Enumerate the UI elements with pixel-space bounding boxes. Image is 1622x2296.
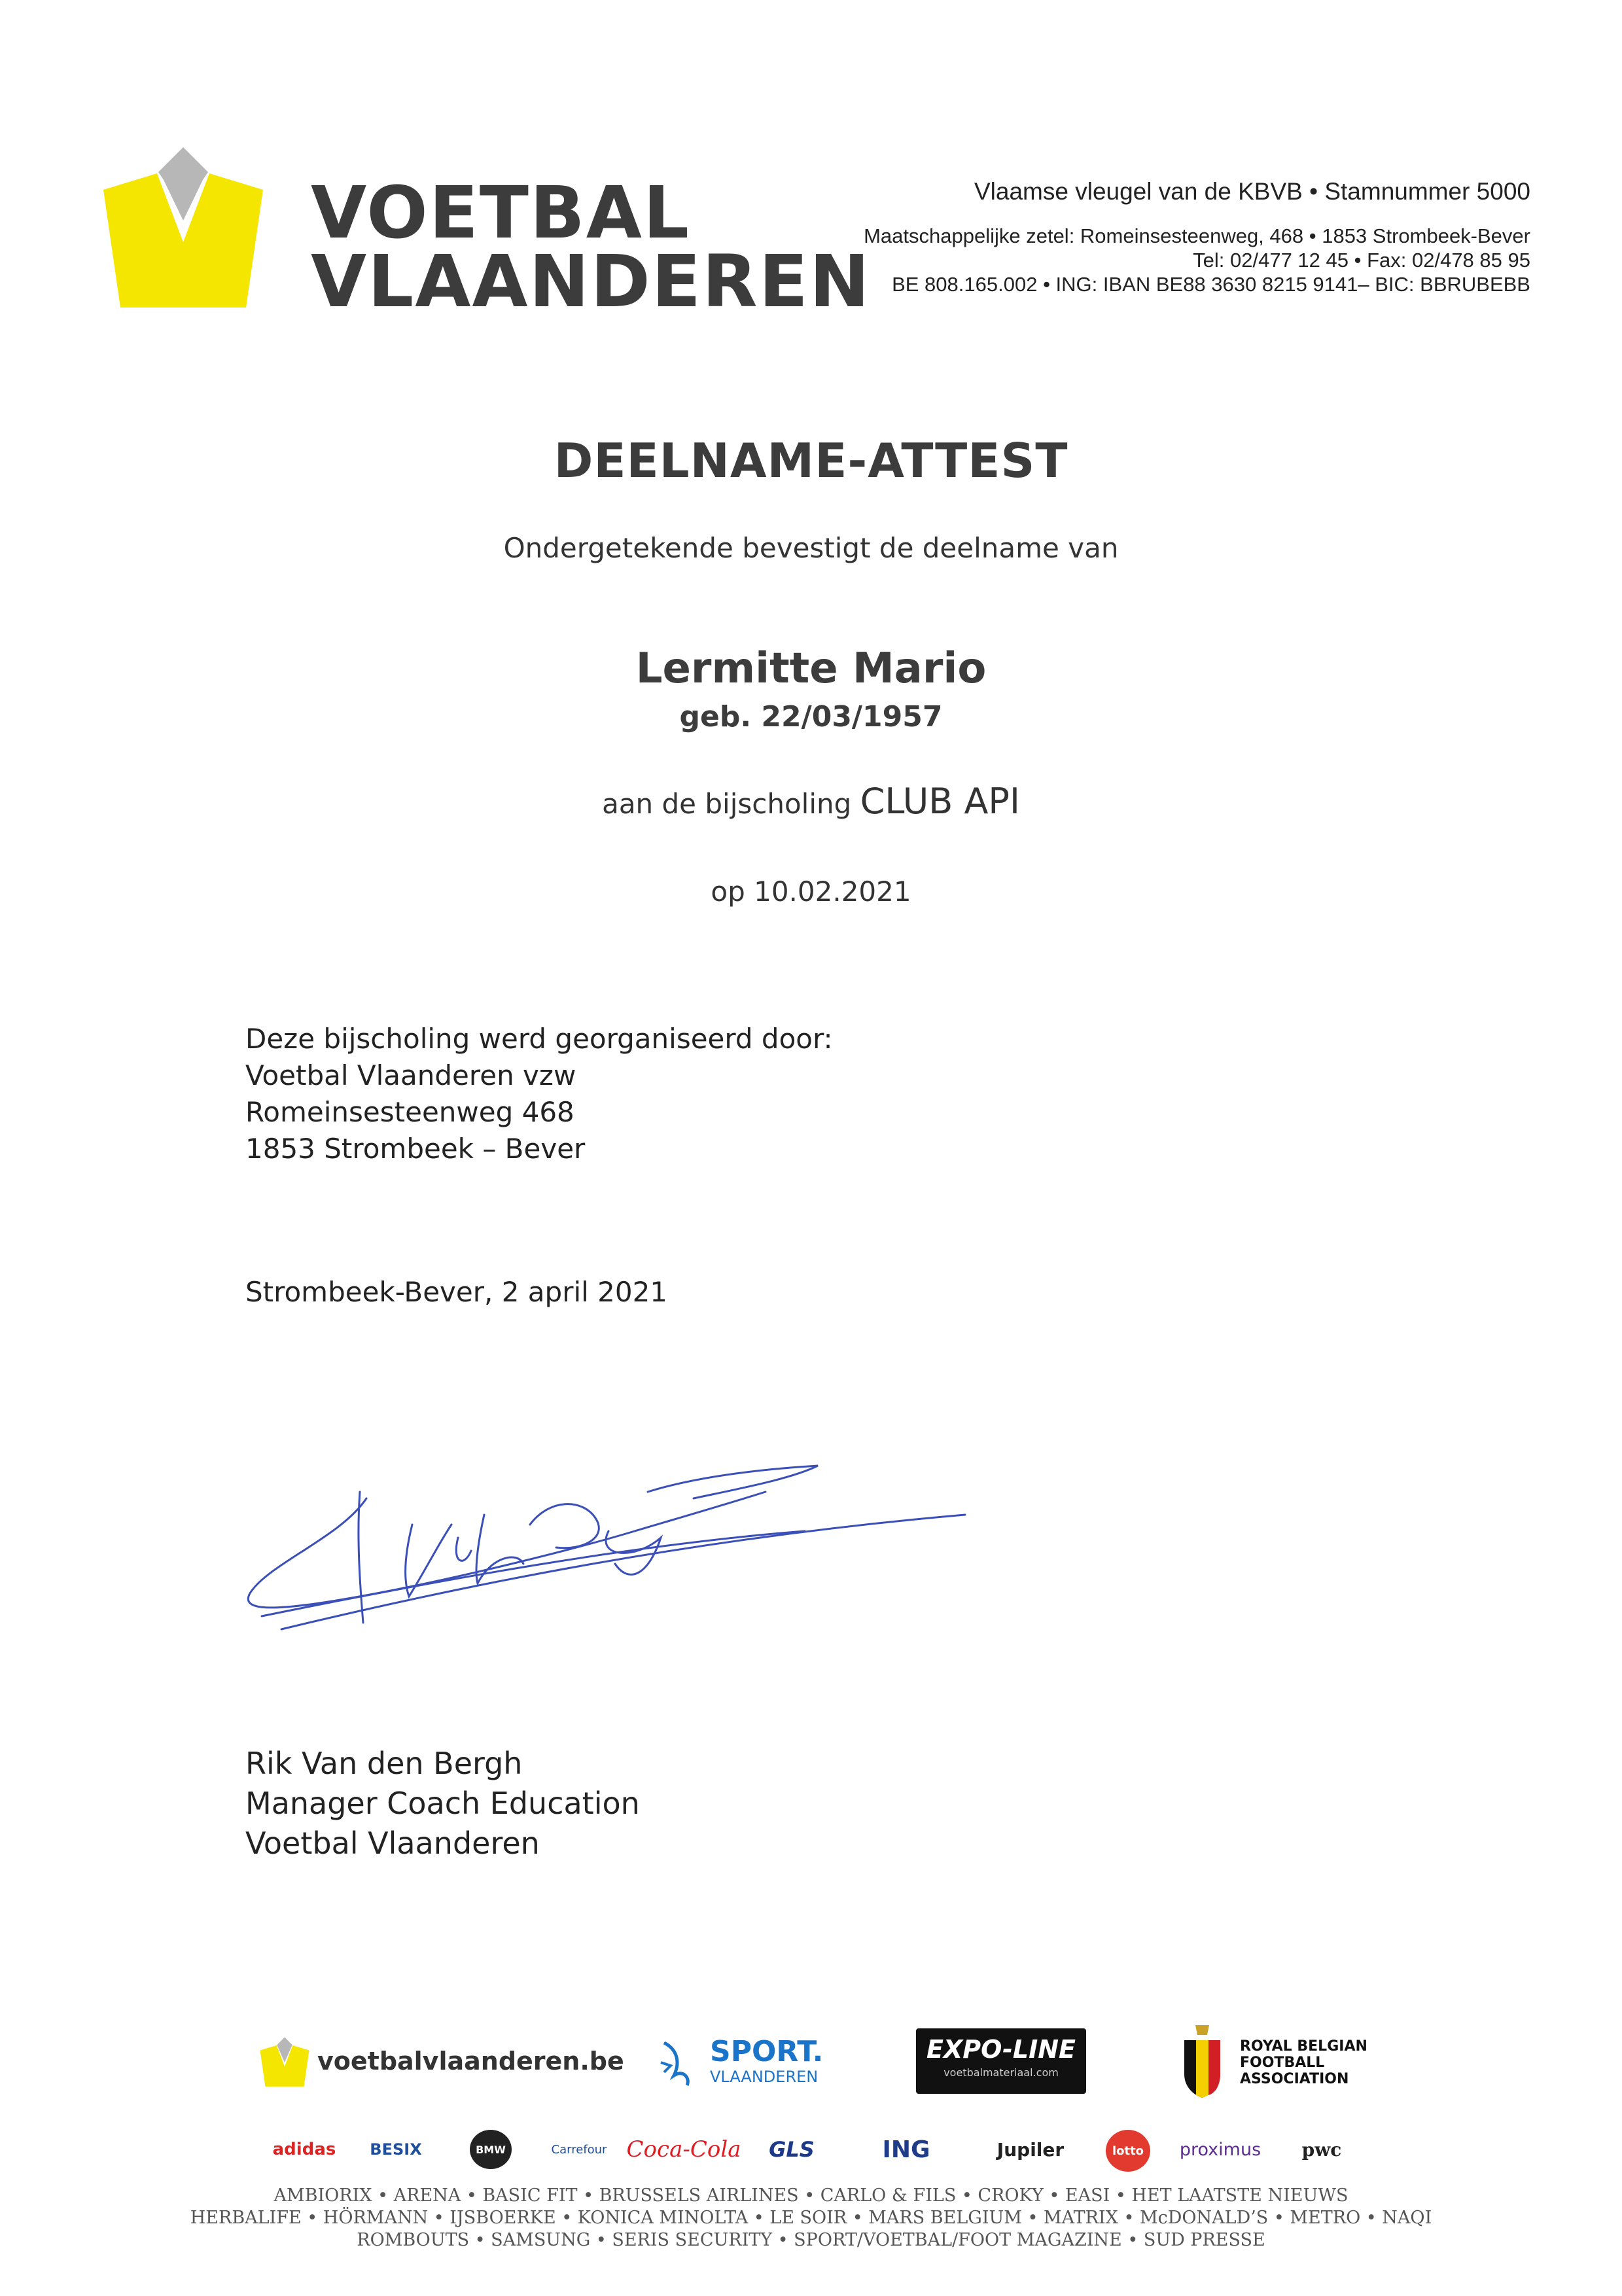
course-line <box>0 781 1622 822</box>
rbfa-crest-icon <box>1181 2022 1224 2100</box>
header-address: Maatschappelijke zetel: Romeinsesteenweg, 468 • 1853 Strombeek-Bever <box>864 224 1530 247</box>
organizer-city: 1853 Strombeek – Bever <box>245 1133 586 1165</box>
signer-block <box>245 1744 640 1863</box>
logo-wordmark-line2: VLAANDEREN <box>311 239 871 323</box>
expo-line-subtitle: voetbalmateriaal.com <box>943 2066 1059 2079</box>
rbfa-line3: ASSOCIATION <box>1240 2071 1349 2087</box>
header-tagline: Vlaamse vleugel van de KBVB • Stamnummer 5000 <box>974 178 1530 205</box>
voetbal-vlaanderen-logo-icon <box>98 147 268 311</box>
certificate-intro: Ondergetekende bevestigt de deelname van <box>503 532 1119 564</box>
sponsor-pwc: pwc <box>1301 2138 1342 2161</box>
header-contact: Tel: 02/477 12 45 • Fax: 02/478 85 95 <box>1193 249 1530 272</box>
organizer-street: Romeinsesteenweg 468 <box>245 1096 574 1128</box>
course-prefix: aan de bijscholing <box>602 788 852 820</box>
sponsor-lotto: lotto <box>1106 2130 1150 2172</box>
expo-line-logo <box>916 2028 1086 2094</box>
participant-birth-date: geb. 22/03/1957 <box>679 700 943 733</box>
sponsor-names-line3: ROMBOUTS • SAMSUNG • SERIS SECURITY • SPORT/VOETBAL/FOOT MAGAZINE • SUD PRESSE <box>357 2230 1265 2250</box>
sponsor-names-line1: AMBIORIX • ARENA • BASIC FIT • BRUSSELS AIRLINES • CARLO & FILS • CROKY • EASI • HET LAATSTE NIEUWS <box>273 2185 1349 2206</box>
sponsor-bmw: BMW <box>470 2130 512 2169</box>
header-bank-details: BE 808.165.002 • ING: IBAN BE88 3630 8215 9141– BIC: BBRUBEBB <box>892 273 1530 296</box>
sport-vlaanderen-lion-icon <box>654 2036 700 2089</box>
sport-vlaanderen-subtitle: VLAANDEREN <box>710 2068 819 2086</box>
sponsor-gls: GLS <box>769 2137 815 2162</box>
voetbal-vlaanderen-small-logo-icon <box>258 2036 311 2089</box>
course-date: op 10.02.2021 <box>711 875 911 908</box>
logo-wordmark-line1: VOETBAL <box>311 171 690 255</box>
organizer-name: Voetbal Vlaanderen vzw <box>245 1059 576 1091</box>
place-and-date: Strombeek-Bever, 2 april 2021 <box>245 1276 668 1308</box>
sponsor-names-line2: HERBALIFE • HÖRMANN • IJSBOERKE • KONICA MINOLTA • LE SOIR • MARS BELGIUM • MATRIX • McDONALD’S • METRO • NAQI <box>190 2208 1432 2228</box>
organizer-block <box>245 1021 833 1167</box>
signer-name: Rik Van den Bergh <box>245 1746 523 1781</box>
sponsor-jupiler: Jupiler <box>996 2138 1065 2161</box>
rbfa-line2: FOOTBALL <box>1240 2055 1325 2071</box>
voetbalvlaanderen-url: voetbalvlaanderen.be <box>317 2047 624 2075</box>
handwritten-signature-icon <box>242 1453 968 1649</box>
expo-line-title: EXPO-LINE <box>926 2035 1076 2064</box>
sponsor-coca-cola: Coca-Cola <box>626 2136 741 2163</box>
rbfa-line1: ROYAL BELGIAN <box>1240 2038 1367 2055</box>
sponsor-proximus: proximus <box>1179 2139 1261 2160</box>
course-name: CLUB API <box>860 781 1020 822</box>
sponsor-adidas: adidas <box>272 2140 336 2159</box>
signer-organization: Voetbal Vlaanderen <box>245 1826 540 1861</box>
sponsor-carrefour: Carrefour <box>551 2142 607 2157</box>
sponsor-besix: BESIX <box>370 2140 422 2159</box>
rbfa-wordmark <box>1240 2038 1367 2087</box>
signer-role: Manager Coach Education <box>245 1786 640 1821</box>
sponsor-ing: ING <box>882 2136 930 2163</box>
certificate-title: DEELNAME-ATTEST <box>554 433 1068 488</box>
sport-vlaanderen-title: SPORT. <box>710 2035 824 2068</box>
participant-name: Lermitte Mario <box>635 645 987 693</box>
organizer-intro: Deze bijscholing werd georganiseerd door: <box>245 1023 833 1055</box>
